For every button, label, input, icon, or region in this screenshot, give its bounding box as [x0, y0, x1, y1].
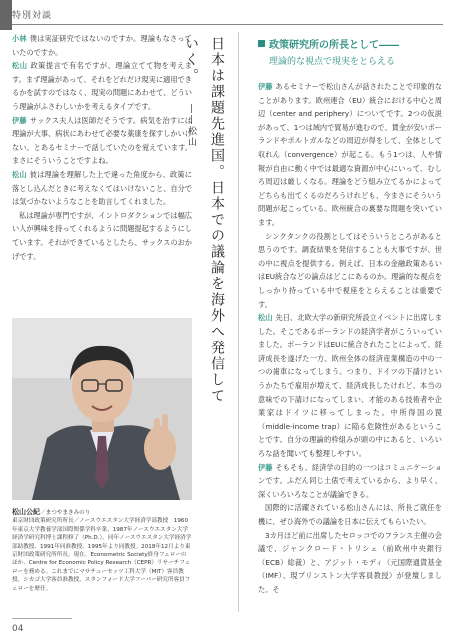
paragraph	[258, 461, 442, 502]
paragraph	[12, 59, 192, 113]
section-subtitle: 理論的な視点で現実をとらえる	[269, 57, 396, 67]
portrait-illustration	[12, 318, 192, 500]
name-reading: ／まつやまきみのり	[40, 510, 91, 516]
paragraph-text: 先日、北欧大学の新研究所設立イベントに出席しました。そこであるポーランドの経済学者がこういっていました。ポーランドはEUに統合されたことによって、経済成長を遂げた一方、欧州全体の経済産業構造の中の一つの歯車になってしまう。つまり、ドイツの下請けというかたちで雇用が増えて、経済成長したけれど、本当の意味での下請けになってしまい、才能のある技術者や企業家はドイツに移ってしまった。中所得国の罠（middle-income trap）に陥る危険性があるということです。自分の理論的枠組みが頭の中にあると、いろいろな話を聞いても整理しやすい。	[258, 313, 442, 459]
paragraph	[12, 168, 192, 209]
paragraph-text: 政策提言で有名ですが、理論立てて物を考えます。まず理論があって、それをどれだけ現実に適用できるかを試すのではなく、現実の問題にあわせて、どういう理論がふさわしいかを考えるタイプです。	[12, 61, 192, 111]
speaker-label: 伊藤	[12, 115, 27, 125]
section-title-text: 政策研究所の所長として――	[269, 40, 399, 51]
paragraph	[258, 230, 442, 312]
paragraph	[12, 32, 192, 59]
speaker-label: 松山	[258, 313, 273, 323]
paragraph-text: サックス夫人は医師だそうです。病気を治すには理論が大事、病状にあわせて必要な薬康を探すしかいけない。とあるセミナーで話していたのを覚えています。まさにそういうことですよね。	[12, 115, 192, 166]
speaker-label: 小林	[12, 34, 27, 43]
paragraph-text: 国際的に活躍されている松山さんには、所長ご就任を機に、ぜひ海外での議論を日本に伝えてもらいたい。	[258, 503, 442, 526]
column-divider	[238, 32, 239, 612]
paragraph-text: そもそも、経済学の目的の一つはコミュニケーションです。ふだん同じ土俵で考えているから、より早く、深くいろいろなことが議論できる。	[258, 462, 442, 499]
pull-quote-speaker: ――松山	[186, 104, 196, 149]
speaker-label: 松山	[12, 169, 27, 179]
paragraph-text: シンクタンクの役割としてはそういうところがあると思うのです。調査結果を発信することも大事ですが、世の中に視点を提供する。例えば、日本の金融政策あるいはEU統合などの論点はどこにあるのか。理論的な視点をしっかり持っている中で視座をとらえることは重要です。	[258, 231, 442, 309]
paragraph-text: 私は理論が専門ですが、イントロダクションでは幅広い人が興味を持ってくれるように問題提起するようにしています。それができているとしたら、サックスのおかげです。	[12, 210, 192, 261]
speaker-label: 伊藤	[258, 462, 273, 472]
paragraph-text: あるセミナーで松山さんが話されたことで印象的なことがあります。欧州連合（EU）統合における中心と周辺（center and periphery）についてです。2つの仮説があって、1つは域内で貿易が進むので、賃金が安いポーランドやポルトガルなどの周辺が得をして、全体として収れん（convergence）が起こる。もう1つは、人や情報が自由に動く中では最適な資源が中心にいって、むしろ周辺は厳しくなる。理論をどう組み立てるかによってどちらも出てくるのだろうけれども、今まさにそういう問題が起こっている。欧州統合の裏要な問題を突いています。	[258, 82, 442, 227]
person-name: 松山公紀	[12, 508, 40, 516]
left-column-text	[12, 32, 192, 263]
paragraph	[12, 209, 192, 263]
portrait-photo	[12, 318, 192, 500]
page-number: 04	[12, 624, 24, 634]
speaker-label: 松山	[12, 61, 28, 71]
pull-quote	[183, 36, 230, 406]
corner-marker	[0, 0, 12, 30]
paragraph	[258, 80, 442, 230]
bottom-rule	[12, 618, 72, 619]
photo-caption	[12, 508, 192, 593]
paragraph-text: 3カ月ほど前に出席したセロッコでのフランス主催の会議で、ジャンクロード・トリシェ（前欧州中央銀行（ECB）総裁）と、アジット・モディ（元国際通貨基金（IMF）、現プリンストン大学客員教授）が登壇しました。そ	[258, 530, 442, 594]
speaker-label: 伊藤	[258, 82, 273, 91]
person-bio: 東京財団政策研究所所長／ノースウエスタン大学経済学部教授 1960年東京大学教養学部国際関係学科卒業、1987年ノースウエスタン大学経済学研究科博士課程修了（Ph.D.）。同年ノースウエスタン大学経済学部助教授、1991年同准教授、1995年より同教授。2018年12月より東京財団政策研究所所長。現在、Econometric Society終身フェローのほか、Centre for Economic Policy Research（CEPR）リサーチフェローを務める。これまでにマサチューセッツ工科大学（MIT）客員教授、シカゴ大学客員准教授、スタンフォード大学フーバー研究所客員フェローを歴任。	[12, 518, 192, 592]
paragraph	[12, 114, 192, 168]
paragraph	[258, 529, 442, 597]
top-rule	[12, 24, 443, 25]
section-title	[258, 36, 442, 51]
paragraph-text: 彼は理論を理解した上で違った角度から、政策に落とし込んだときに考えなくてはいけないこと、自分では気づかないようなことを助言してくれました。	[12, 169, 192, 207]
section-heading	[258, 36, 442, 67]
pull-quote-text: 日本は課題先進国。日本での議論を海外へ発信していく。	[183, 36, 225, 404]
square-bullet-icon	[258, 40, 265, 47]
paragraph	[258, 501, 442, 528]
right-column-text	[258, 80, 442, 597]
paragraph	[258, 311, 442, 461]
paragraph-text: 僕は実証研究ではないのですか。理論もなさっていたのですか。	[12, 34, 192, 57]
section-tag: 特別対談	[12, 11, 53, 21]
